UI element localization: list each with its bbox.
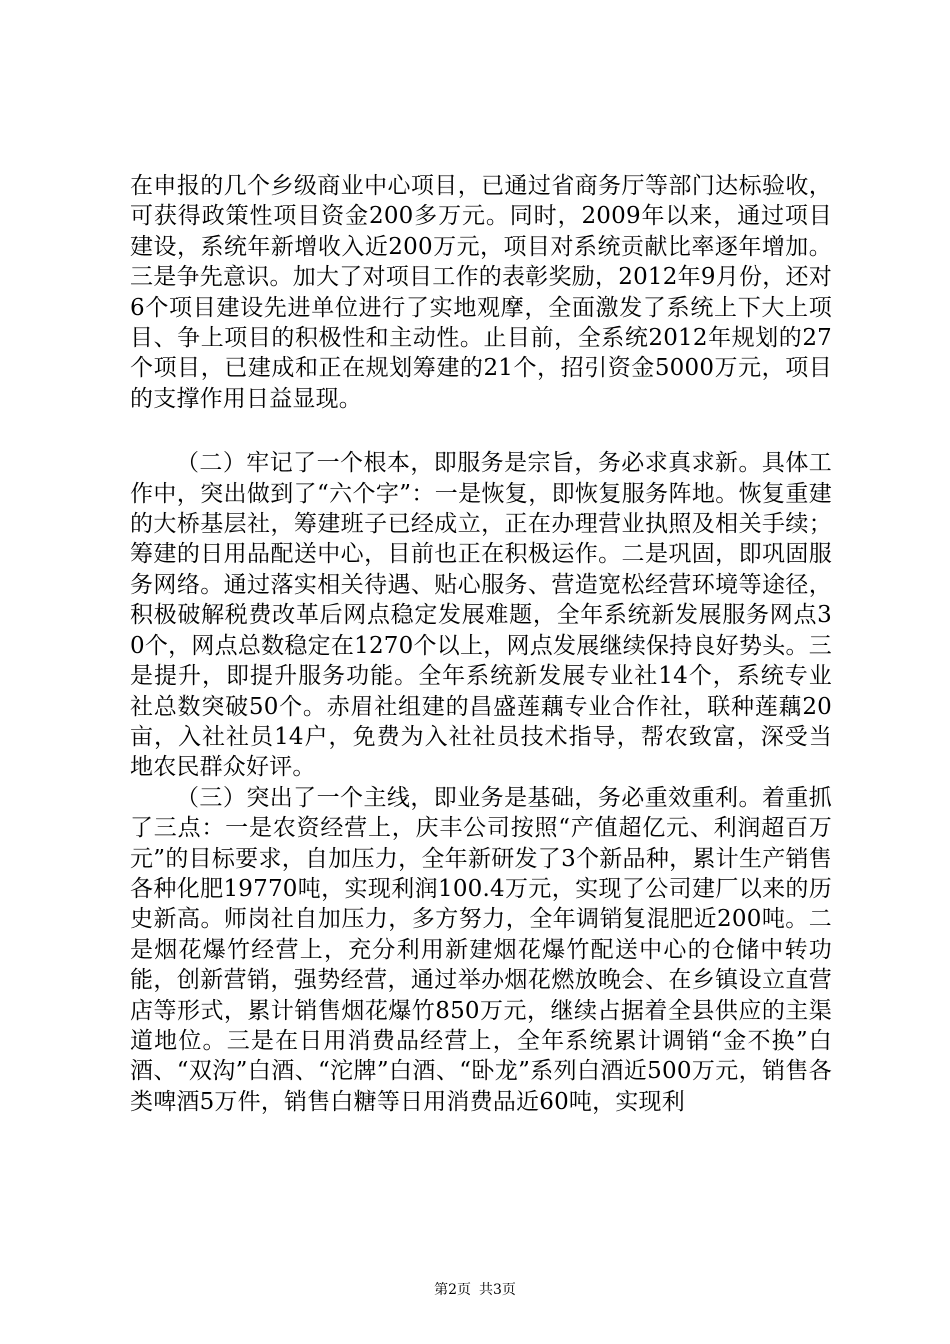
page-number-total: 共3页 — [479, 1282, 516, 1298]
paragraph-service-section: （二）牢记了一个根本，即服务是宗旨，务必求真求新。具体工作中，突出做到了“六个字”：一是恢复，即恢复服务阵地。恢复重建的大桥基层社，筹建班子已经成立，正在办理营业执照及相关手续；筹建的日用品配送中心，目前也正在积极运作。二是巩固，即巩固服务网络。通过落实相关待遇、贴心服务、营造宽松经营环境等途径，积极破解税费改革后网点稳定发展难题，全年系统新发展服务网点30个，网点总数稳定在1270个以上，网点发展继续保持良好势头。三是提升，即提升服务功能。全年系统新发展专业社14个，系统专业社总数突破50个。赤眉社组建的昌盛莲藕专业合作社，联种莲藕20亩，入社社员14户，免费为入社社员技术指导，帮农致富，深受当地农民群众好评。 — [130, 450, 832, 781]
page-footer — [0, 1281, 950, 1299]
page-number-current: 第2页 — [434, 1282, 471, 1298]
paragraph-business-section: （三）突出了一个主线，即业务是基础，务必重效重利。着重抓了三点：一是农资经营上，庆丰公司按照“产值超亿元、利润超百万元”的目标要求，自加压力，全年新研发了3个新品种，累计生产销售各种化肥19770吨，实现利润100.4万元，实现了公司建厂以来的历史新高。师岗社自加压力，多方努力，全年调销复混肥近200吨。二是烟花爆竹经营上，充分利用新建烟花爆竹配送中心的仓储中转功能，创新营销，强势经营，通过举办烟花燃放晚会、在乡镇设立直营店等形式，累计销售烟花爆竹850万元，继续占据着全县供应的主渠道地位。三是在日用消费品经营上，全年系统累计调销“金不换”白酒、“双沟”白酒、“沱牌”白酒、“卧龙”系列白酒近500万元，销售各类啤酒5万件，销售白糖等日用消费品近60吨，实现利 — [130, 784, 832, 1115]
paragraph-spacer — [130, 414, 832, 448]
document-body — [130, 171, 832, 1117]
paragraph-project-summary: 在申报的几个乡级商业中心项目，已通过省商务厅等部门达标验收，可获得政策性项目资金200多万元。同时，2009年以来，通过项目建设，系统年新增收入近200万元，项目对系统贡献比率逐年增加。三是争先意识。加大了对项目工作的表彰奖励，2012年9月份，还对6个项目建设先进单位进行了实地观摩，全面激发了系统上下大上项目、争上项目的积极性和主动性。止目前，全系统2012年规划的27个项目，已建成和正在规划筹建的21个，招引资金5000万元，项目的支撑作用日益显现。 — [130, 173, 832, 412]
